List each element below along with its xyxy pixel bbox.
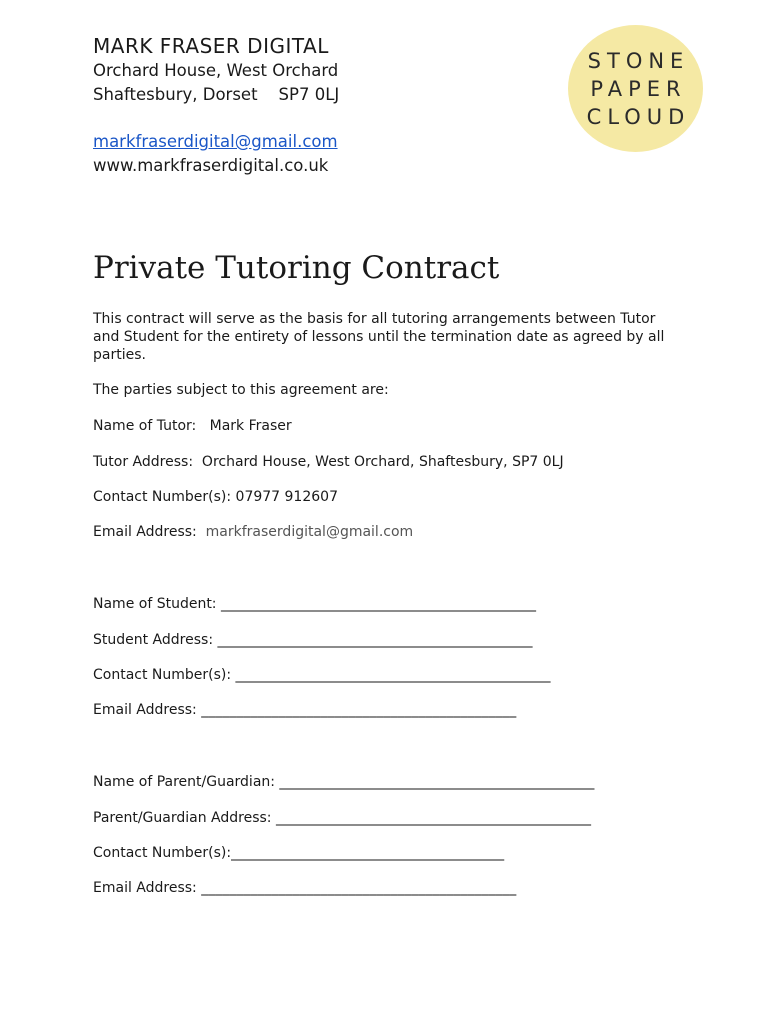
address-line-1: Orchard House, West Orchard [93, 61, 339, 80]
email-link[interactable]: markfraserdigital@gmail.com [93, 132, 338, 151]
student-email-field[interactable]: Email Address: _____________________________________________ [93, 702, 517, 718]
logo-line-1: STONE [587, 48, 690, 73]
tutor-email-value: markfraserdigital@gmail.com [205, 524, 414, 540]
parent-address-field[interactable]: Parent/Guardian Address: _____________________________________________ [93, 810, 591, 826]
company-name: MARK FRASER DIGITAL [93, 34, 329, 58]
parent-contact-field[interactable]: Contact Number(s):_______________________________________ [93, 845, 505, 861]
student-address-field[interactable]: Student Address: _____________________________________________ [93, 632, 533, 648]
parent-name-field[interactable]: Name of Parent/Guardian: _____________________________________________ [93, 774, 595, 790]
logo-line-3: CLOUD [586, 104, 691, 129]
stone-paper-cloud-logo [568, 25, 703, 152]
address-line-2: Shaftesbury, Dorset SP7 0LJ [93, 85, 340, 104]
page-title: Private Tutoring Contract [93, 250, 500, 286]
intro-paragraph: This contract will serve as the basis for all tutoring arrangements between Tutor and Student for the entirety of lessons until the termination date as agreed by all parties. [93, 311, 665, 363]
parent-email-field[interactable]: Email Address: _____________________________________________ [93, 880, 517, 896]
letterhead [93, 33, 339, 178]
parties-heading: The parties subject to this agreement are: [93, 382, 389, 398]
tutor-email [93, 523, 413, 541]
tutor-contact: Contact Number(s): 07977 912607 [93, 489, 338, 505]
website-text: www.markfraserdigital.co.uk [93, 156, 329, 175]
tutor-email-label: Email Address: [93, 524, 206, 540]
tutor-address: Tutor Address: Orchard House, West Orchard, Shaftesbury, SP7 0LJ [93, 454, 564, 470]
student-contact-field[interactable]: Contact Number(s): _____________________________________________ [93, 667, 551, 683]
tutor-name: Name of Tutor: Mark Fraser [93, 418, 292, 434]
student-name-field[interactable]: Name of Student: _____________________________________________ [93, 596, 536, 612]
logo-line-2: PAPER [590, 76, 687, 101]
